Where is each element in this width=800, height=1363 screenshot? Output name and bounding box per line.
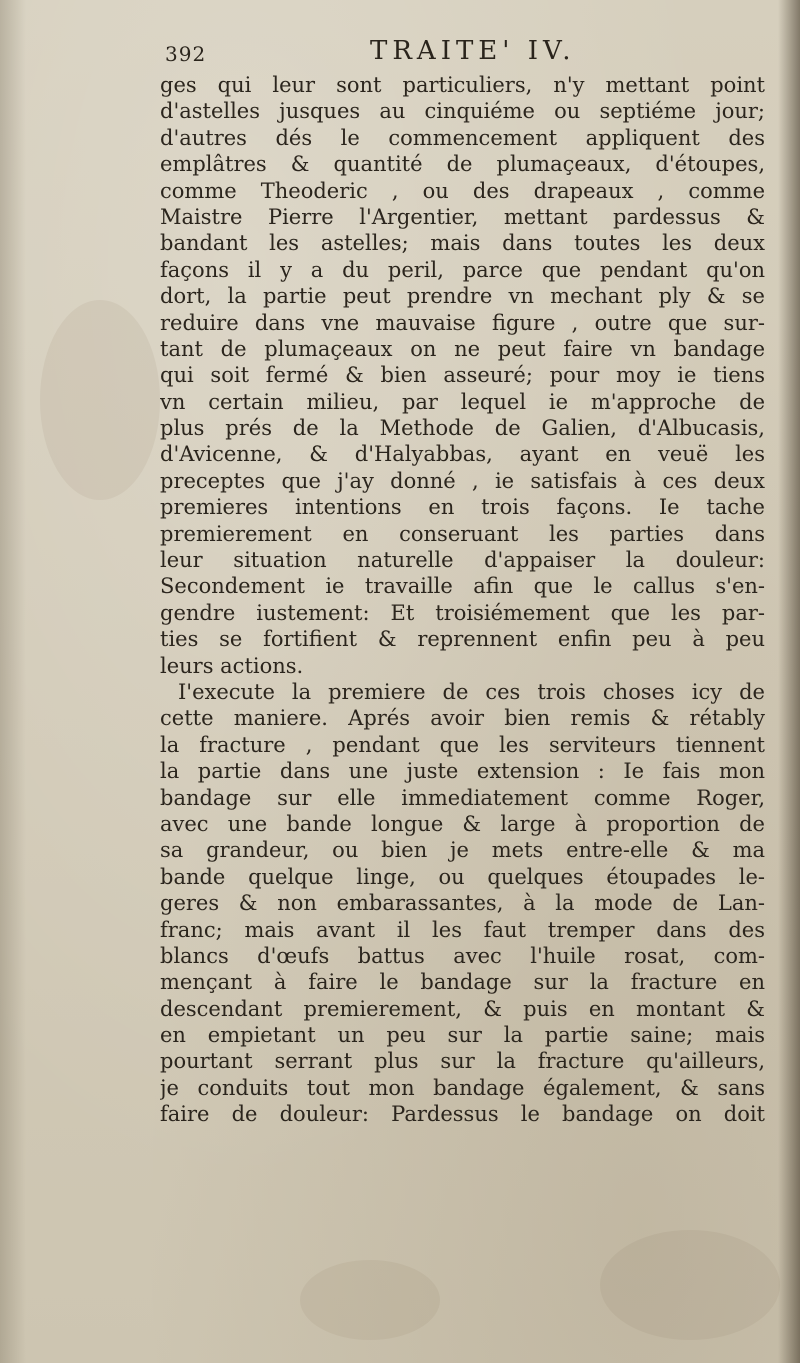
text-line: Maistre Pierre l'Argentier, mettant pardessus &	[160, 204, 765, 229]
text-line: je conduits tout mon bandage également, & sans	[160, 1075, 765, 1100]
text-line: comme Theoderic , ou des drapeaux , comme	[160, 178, 765, 203]
text-line: dort, la partie peut prendre vn mechant ply & se	[160, 284, 765, 309]
text-line: premieres intentions en trois façons. Ie tache	[160, 495, 765, 520]
text-line: faire de douleur: Pardessus le bandage on doit	[160, 1102, 765, 1127]
text-line: descendant premierement, & puis en montant &	[160, 996, 765, 1021]
text-line: d'autres dés le commencement appliquent des	[160, 125, 765, 150]
text-line: franc; mais avant il les faut tremper dans des	[160, 917, 765, 942]
text-line: emplâtres & quantité de plumaçeaux, d'étoupes,	[160, 152, 765, 177]
text-line: qui soit fermé & bien asseuré; pour moy ie tiens	[160, 363, 765, 388]
paper-stain	[300, 1260, 440, 1340]
text-line: pourtant serrant plus sur la fracture qu'ailleurs,	[160, 1049, 765, 1074]
text-line: bande quelque linge, ou quelques étoupades le-	[160, 864, 765, 889]
text-line: bandant les astelles; mais dans toutes les deux	[160, 231, 765, 256]
text-line: gendre iustement: Et troisiémement que les par-	[160, 600, 765, 625]
text-line: d'astelles jusques au cinquiéme ou septiéme jour;	[160, 99, 765, 124]
text-line: en empietant un peu sur la partie saine; mais	[160, 1023, 765, 1048]
text-line: leur situation naturelle d'appaiser la douleur:	[160, 548, 765, 573]
text-line: sa grandeur, ou bien je mets entre-elle & ma	[160, 838, 765, 863]
text-line: blancs d'œufs battus avec l'huile rosat, com-	[160, 943, 765, 968]
text-line: bandage sur elle immediatement comme Roger,	[160, 785, 765, 810]
text-line: cette maniere. Aprés avoir bien remis & rétably	[160, 706, 765, 731]
page-number: 392	[165, 42, 207, 66]
text-line: ties se fortifient & reprennent enfin peu à peu	[160, 627, 765, 652]
text-line: la partie dans une juste extension : Ie fais mon	[160, 759, 765, 784]
text-line: geres & non embarassantes, à la mode de Lan-	[160, 891, 765, 916]
text-line: avec une bande longue & large à proportion de	[160, 811, 765, 836]
text-line: premierement en conseruant les parties dans	[160, 521, 765, 546]
text-line: d'Avicenne, & d'Halyabbas, ayant en veuë les	[160, 442, 765, 467]
text-line: façons il y a du peril, parce que pendant qu'on	[160, 257, 765, 282]
text-line: preceptes que j'ay donné , ie satisfais à ces deux	[160, 468, 765, 493]
text-line: mençant à faire le bandage sur la fracture en	[160, 970, 765, 995]
body-text	[160, 72, 765, 1128]
text-line: plus prés de la Methode de Galien, d'Albucasis,	[160, 416, 765, 441]
paper-stain	[600, 1230, 780, 1340]
running-title: TRAITE' IV.	[370, 36, 576, 66]
page-header	[165, 36, 725, 70]
text-line: la fracture , pendant que les serviteurs tiennent	[160, 732, 765, 757]
text-line: I'execute la premiere de ces trois choses icy de	[178, 679, 765, 704]
text-line: Secondement ie travaille afin que le callus s'en-	[160, 574, 765, 599]
text-line: reduire dans vne mauvaise figure , outre que sur-	[160, 310, 765, 335]
text-line: leurs actions.	[160, 653, 304, 678]
text-line: tant de plumaçeaux on ne peut faire vn bandage	[160, 336, 765, 361]
paper-stain	[40, 300, 160, 500]
text-line: vn certain milieu, par lequel ie m'approche de	[160, 389, 765, 414]
text-line: ges qui leur sont particuliers, n'y mettant point	[160, 73, 765, 97]
